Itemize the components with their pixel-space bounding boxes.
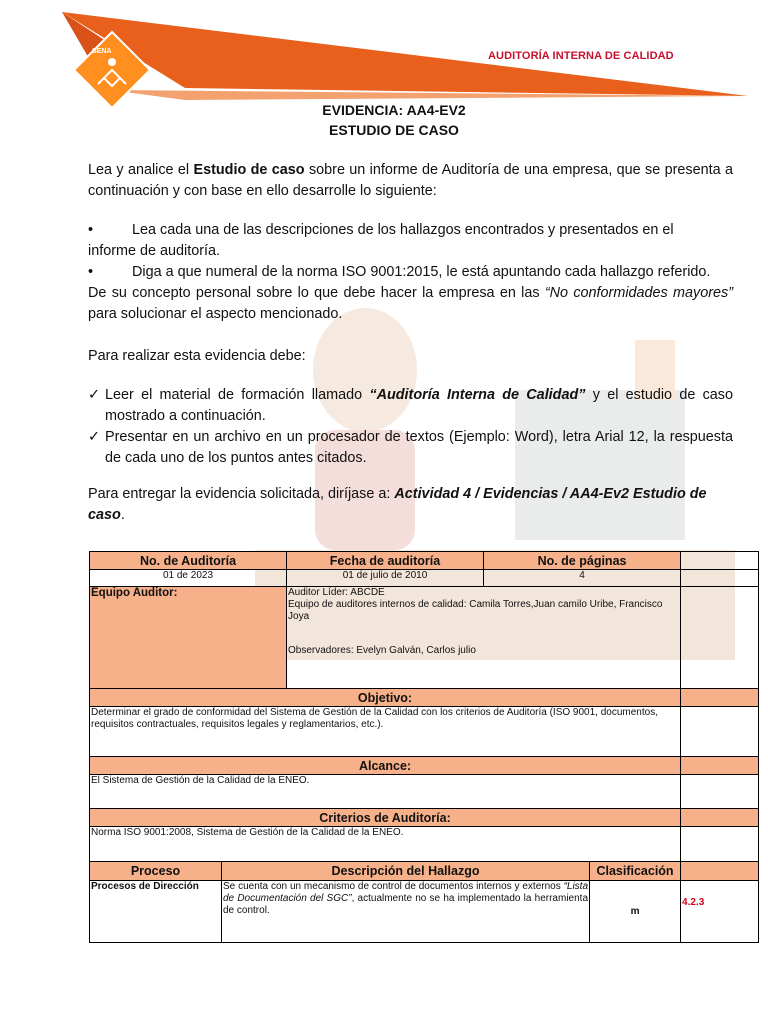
value-no-auditoria: 01 de 2023 <box>90 570 287 587</box>
intro-text: Lea y analice el <box>88 162 194 178</box>
instruction-item <box>88 262 733 283</box>
row-numeral: 4.2.3 <box>681 881 759 943</box>
table-row <box>90 570 759 587</box>
auditor-lider: Auditor Líder: ABCDE <box>288 587 385 598</box>
table-cell <box>681 809 759 827</box>
instruction-text: De su concepto personal sobre lo que debe hacer la empresa en las <box>88 285 545 301</box>
table-cell <box>681 707 759 757</box>
header-paginas: No. de páginas <box>484 552 681 570</box>
equipo-label: Equipo Auditor: <box>90 587 287 689</box>
requirement-item <box>88 427 733 469</box>
desc-text: Se cuenta con un mecanismo de control de documentos internos y externos <box>223 881 564 892</box>
table-row <box>90 757 759 775</box>
alcance-label: Alcance: <box>90 757 681 775</box>
bullet-icon: • <box>88 222 94 238</box>
observadores: Observadores: Evelyn Galván, Carlos julio <box>288 645 476 656</box>
table-row <box>90 809 759 827</box>
header-descripcion: Descripción del Hallazgo <box>222 862 590 881</box>
document-title <box>0 100 768 140</box>
intro-text-cont: sobre un informe de Auditoría de una empresa, que se presenta a continuación y con base en ello desarrolle lo siguiente: <box>88 162 733 199</box>
delivery-path: Actividad 4 / Evidencias / AA4-Ev2 Estudio de caso <box>88 486 707 523</box>
table-row <box>90 775 759 809</box>
requirement-text-end: y el estudio de caso mostrado a continuación. <box>105 387 733 424</box>
checkmark-icon: ✓ <box>88 429 101 445</box>
intro-paragraph <box>88 160 733 202</box>
instruction-italic: “No conformidades mayores” <box>544 285 733 301</box>
table-row <box>90 689 759 707</box>
value-fecha: 01 de julio de 2010 <box>287 570 484 587</box>
bullet-icon: • <box>88 264 94 280</box>
table-row <box>90 881 759 943</box>
row-clasificacion: m <box>590 881 681 943</box>
row-proceso: Procesos de Dirección <box>90 881 222 943</box>
delivery-paragraph <box>88 484 733 526</box>
intro-bold: Estudio de caso <box>193 162 305 178</box>
row-descripcion <box>222 881 590 943</box>
value-paginas: 4 <box>484 570 681 587</box>
desc-text-end: , actualmente no se ha implementado la herramienta de control. <box>223 893 589 916</box>
instruction-text: Diga a que numeral de la norma ISO 9001:2015, le está apuntando cada hallazgo referido. <box>132 264 711 280</box>
objetivo-text: Determinar el grado de conformidad del Sistema de Gestión de la Calidad con los criterios de Auditoría (ISO 9001, documentos, requisitos contractuales, requisitos legales y reglamentarios, etc.). <box>90 707 681 757</box>
table-cell <box>681 862 759 881</box>
instruction-text: Lea cada una de las descripciones de los hallazgos encontrados y presentados en el <box>132 222 674 238</box>
header-proceso: Proceso <box>90 862 222 881</box>
instruction-text-cont: informe de auditoría. <box>88 243 220 259</box>
title-line-1: EVIDENCIA: AA4-EV2 <box>322 102 466 118</box>
requirement-item <box>88 385 733 427</box>
instructions-list <box>88 220 733 325</box>
requirement-bold: “Auditoría Interna de Calidad” <box>369 387 586 403</box>
table-row <box>90 707 759 757</box>
header-clasificacion: Clasificación <box>590 862 681 881</box>
header-fecha: Fecha de auditoría <box>287 552 484 570</box>
requirements-intro: Para realizar esta evidencia debe: <box>88 348 306 364</box>
table-cell <box>681 757 759 775</box>
alcance-text: El Sistema de Gestión de la Calidad de la ENEO. <box>90 775 681 809</box>
table-cell <box>681 689 759 707</box>
desc-italic: “Lista de Documentación del SGC” <box>223 881 589 904</box>
table-cell <box>681 827 759 862</box>
header-no-auditoria: No. de Auditoría <box>90 552 287 570</box>
table-row <box>90 862 759 881</box>
instruction-text-end: para solucionar el aspecto mencionado. <box>88 306 343 322</box>
header-title: AUDITORÍA INTERNA DE CALIDAD <box>488 50 674 62</box>
logo-label: SENA <box>92 48 112 55</box>
table-cell <box>681 552 759 570</box>
requirement-text: Leer el material de formación llamado <box>105 387 370 403</box>
criterios-label: Criterios de Auditoría: <box>90 809 681 827</box>
table-row <box>90 552 759 570</box>
title-line-2: ESTUDIO DE CASO <box>329 122 459 138</box>
criterios-text: Norma ISO 9001:2008, Sistema de Gestión de la Calidad de la ENEO. <box>90 827 681 862</box>
table-row <box>90 587 759 689</box>
requirement-text: Presentar en un archivo en un procesador de textos (Ejemplo: Word), letra Arial 12, la respuesta de cada uno de los puntos antes citados. <box>105 429 733 466</box>
objetivo-label: Objetivo: <box>90 689 681 707</box>
instruction-item <box>88 283 733 325</box>
equipo-internos: Equipo de auditores internos de calidad: Camila Torres,Juan camilo Uribe, Francisco Joya <box>288 599 663 622</box>
delivery-text: Para entregar la evidencia solicitada, diríjase a: <box>88 486 395 502</box>
table-cell <box>681 587 759 689</box>
table-cell <box>681 570 759 587</box>
table-cell <box>681 775 759 809</box>
requirements-list <box>88 385 733 469</box>
audit-table <box>89 551 759 943</box>
instruction-item <box>88 220 733 241</box>
equipo-cell <box>287 587 681 689</box>
checkmark-icon: ✓ <box>88 387 101 403</box>
table-row <box>90 827 759 862</box>
delivery-text-end: . <box>120 507 125 523</box>
